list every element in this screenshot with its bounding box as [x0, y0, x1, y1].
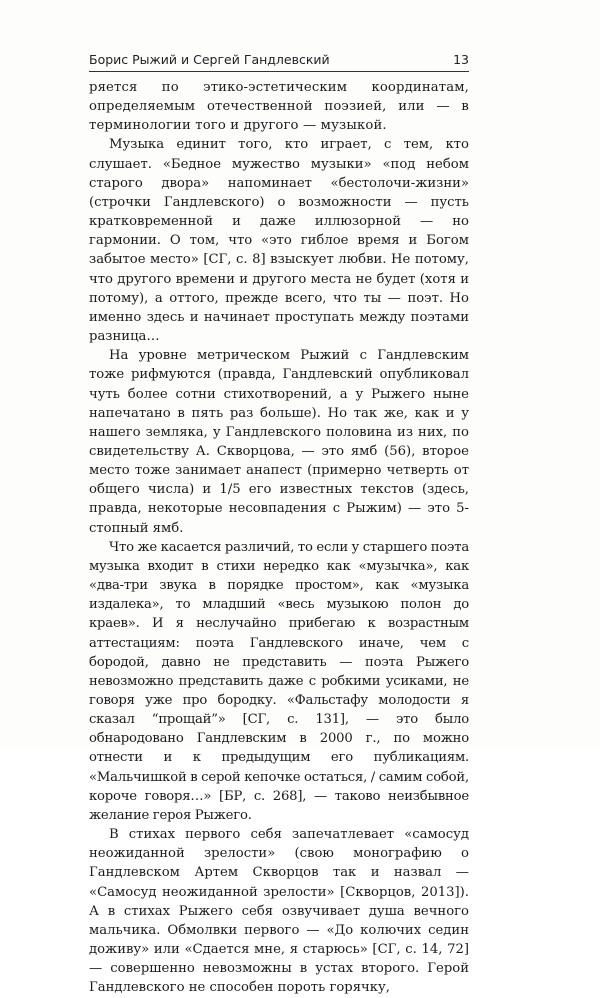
paragraph-metric-level: На уровне метрическом Рыжий с Гандлевским тоже рифмуются (правда, Гандлевский опубликовал чуть более сотни стихотворений, а у Рыжего ныне напечатано в пять раз больше). Но так же, как и у нашего земляка, у Гандлевского половина из них, по свидетельству А. Скворцова, — это ямб (56), второе место тоже занимает анапест (примерно четверть от общего числа) и 1/5 его известных текстов (здесь, правда, некоторые несовпадения с Рыжим) — это 5-стопный ямб.: [89, 348, 469, 536]
paragraph-first-poet-verses: В стихах первого себя запечатлевает «самосуд неожиданной зрелости» (свою монографию о Гандлевском Артем Скворцов так и назвал — «Самосуд неожиданной зрелости» [Скворцов, 2013]). А в стихах Рыжего себя озвучивает душа вечного мальчика. Обмолвки первого — «До колючих седин доживу» или «Сдается мне, я старюсь» [СГ, с. 14, 72] — совершенно невозможны в устах второго. Герой Гандлевского не способен пороть горячку,: [89, 827, 469, 996]
header-rule: [89, 71, 469, 72]
running-title: Борис Рыжий и Сергей Гандлевский: [89, 52, 330, 67]
running-header: [89, 50, 469, 72]
page-number: 13: [453, 52, 469, 67]
paragraph-music-unites: Музыка единит того, кто играет, с тем, кто слушает. «Бедное мужество музыки» «под небом старого двора» напоминает «бестолочи-жизни» (строчки Гандлевского) о возможности — пусть кратковременной и даже иллюзорной — но гармонии. О том, что «это гиблое время и Богом забытое место» [СГ, с. 8] взыскует любви. Не потому, что другого времени и другого места не будет (хотя и потому), а оттого, прежде всего, что ты — поэт. Но именно здесь и начинает проступать между поэтами разница…: [89, 137, 469, 345]
body-text: [89, 78, 469, 998]
paragraph-differences: Что же касается различий, то если у старшего поэта музыка входит в стихи нередко как «музычка», как «два-три звука в порядке простом», как «музыка издалека», то младший «весь музыкою полон до краев». И я неслучайно прибегаю к возрастным аттестациям: поэта Гандлевского иначе, чем с бородой, давно не представить — поэта Рыжего невозможно представить даже с робкими усиками, не говоря уже про бородку. «Фальстафу молодости я сказал “прощай”» [СГ, с. 131], — это было обнародовано Гандлевским в 2000 г., по можно отнести и к предыдущим его публикациям. «Мальчишкой в серой кепочке остаться, / самим собой, короче говоря…» [БР, с. 268], — таково неизбывное желание героя Рыжего.: [89, 539, 469, 823]
paragraph-continuation: ряется по этико-эстетическим координатам, определяемым отечественной поэзией, или — в терминологии того и другого — музыкой.: [89, 80, 469, 134]
